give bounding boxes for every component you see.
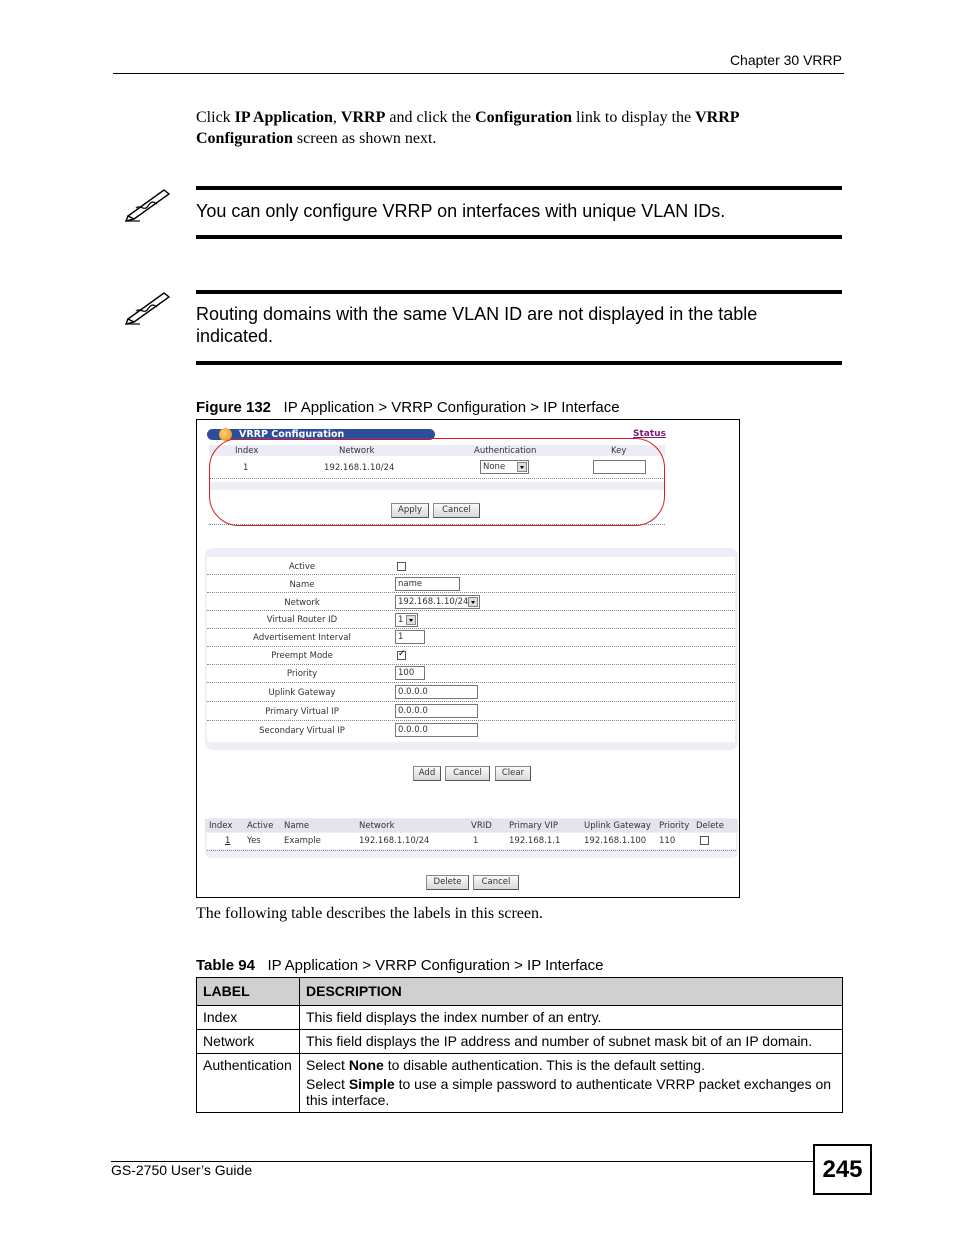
list-row-vrid: 1	[473, 836, 479, 846]
description-header: DESCRIPTION	[300, 978, 843, 1006]
col-key-header: Key	[611, 446, 627, 456]
figure-title: IP Application > VRRP Configuration > IP Interface	[283, 399, 620, 416]
active-checkbox[interactable]	[397, 562, 406, 571]
note-text: Routing domains with the same VLAN ID are not displayed in the table indicated.	[196, 304, 758, 346]
intro-bold: IP Application	[234, 109, 333, 126]
note-pencil-icon	[124, 289, 174, 325]
secondary-virtual-ip-label: Secondary Virtual IP	[259, 726, 345, 736]
cancel-button[interactable]: Cancel	[445, 766, 490, 781]
clear-button[interactable]: Clear	[495, 766, 531, 781]
chevron-down-icon	[406, 615, 416, 625]
row-divider	[207, 592, 735, 593]
list-col-active: Active	[247, 821, 274, 831]
chevron-down-icon	[468, 597, 478, 607]
row-divider	[207, 574, 735, 575]
list-row-priority: 110	[659, 836, 676, 846]
intro-bold: VRRP Configuration	[196, 109, 739, 147]
page-number: 245	[813, 1144, 872, 1195]
figure-caption	[196, 399, 620, 416]
header-rule	[113, 73, 844, 74]
row-description: This field displays the IP address and number of subnet mask bit of an IP domain.	[300, 1030, 843, 1054]
vrid-select[interactable]	[395, 613, 418, 627]
list-row-uplink-gateway: 192.168.1.100	[584, 836, 647, 846]
desc-text: to use a simple password to authenticate VRRP packet exchanges on this interface.	[306, 1076, 832, 1108]
screen-title: VRRP Configuration	[239, 429, 345, 440]
row-description	[300, 1054, 843, 1113]
list-col-primary-vip: Primary VIP	[509, 821, 558, 831]
top-row-index: 1	[243, 463, 249, 473]
intro-bold: VRRP	[340, 109, 386, 126]
row-divider	[207, 610, 735, 611]
row-label: Authentication	[197, 1054, 300, 1113]
row-divider	[207, 682, 735, 683]
intro-text: link to display the	[572, 109, 696, 126]
desc-text: Select	[306, 1076, 349, 1092]
cancel-button[interactable]: Cancel	[473, 875, 519, 890]
list-row-name: Example	[284, 836, 321, 846]
guide-title: GS-2750 User’s Guide	[111, 1162, 253, 1178]
list-row-index-link[interactable]: 1	[225, 836, 231, 846]
cancel-button[interactable]: Cancel	[433, 503, 480, 518]
note-text: You can only configure VRRP on interfaces with unique VLAN IDs.	[196, 201, 726, 221]
row-divider	[207, 664, 735, 665]
row-divider	[207, 628, 735, 629]
row-divider	[207, 646, 735, 647]
intro-text: ,	[332, 109, 341, 126]
intro-bold: Configuration	[475, 109, 573, 126]
label-header: LABEL	[197, 978, 300, 1006]
apply-button[interactable]: Apply	[391, 503, 429, 518]
network-label: Network	[284, 598, 320, 608]
primary-virtual-ip-input[interactable]: 0.0.0.0	[395, 704, 478, 718]
uplink-gateway-label: Uplink Gateway	[268, 688, 336, 698]
row-description: This field displays the index number of an entry.	[300, 1006, 843, 1030]
name-label: Name	[289, 580, 315, 590]
intro-text: and click the	[385, 109, 476, 126]
primary-virtual-ip-label: Primary Virtual IP	[265, 707, 339, 717]
list-col-network: Network	[359, 821, 395, 831]
note-rule-top	[196, 290, 842, 294]
desc-text: to disable authentication. This is the default setting.	[383, 1057, 705, 1073]
vrid-label: Virtual Router ID	[266, 615, 338, 625]
description-paragraph	[306, 1057, 836, 1073]
desc-bold: Simple	[348, 1076, 395, 1092]
figure-screenshot	[196, 419, 740, 898]
row-label: Network	[197, 1030, 300, 1054]
row-divider	[207, 720, 735, 721]
table-number: Table 94	[196, 957, 255, 974]
row-divider	[207, 701, 735, 702]
col-authentication-header: Authentication	[474, 446, 537, 456]
list-col-vrid: VRID	[471, 821, 492, 831]
intro-paragraph	[196, 107, 796, 149]
list-col-name: Name	[284, 821, 310, 831]
table-header-row	[197, 978, 843, 1006]
authentication-value: None	[483, 462, 506, 472]
table-caption	[196, 957, 603, 974]
note-pencil-icon	[124, 186, 174, 222]
network-select[interactable]	[395, 595, 480, 609]
note-rule-bottom	[196, 361, 842, 365]
priority-input[interactable]: 100	[395, 666, 425, 680]
highlight-oval	[209, 438, 665, 526]
table-row	[197, 1006, 843, 1030]
desc-bold: None	[348, 1057, 384, 1073]
list-col-index: Index	[209, 821, 233, 831]
table-row	[197, 1030, 843, 1054]
row-label: Index	[197, 1006, 300, 1030]
name-input[interactable]: name	[395, 577, 460, 591]
col-network-header: Network	[339, 446, 375, 456]
note-rule-top	[196, 186, 842, 190]
advertisement-interval-input[interactable]: 1	[395, 630, 425, 644]
table-row	[197, 1054, 843, 1113]
table-title: IP Application > VRRP Configuration > IP Interface	[267, 957, 604, 974]
add-button[interactable]: Add	[413, 766, 441, 781]
uplink-gateway-input[interactable]: 0.0.0.0	[395, 685, 478, 699]
list-row-delete-checkbox[interactable]	[700, 836, 709, 845]
table-intro: The following table describes the labels in this screen.	[196, 905, 544, 922]
description-paragraph	[306, 1076, 836, 1108]
intro-text: Click	[196, 109, 235, 126]
preempt-mode-label: Preempt Mode	[271, 651, 333, 661]
intro-text: screen as shown next.	[292, 130, 437, 147]
chapter-header: Chapter 30 VRRP	[729, 52, 842, 68]
status-link[interactable]: Status	[633, 429, 666, 439]
active-label: Active	[288, 562, 316, 572]
note-rule-bottom	[196, 235, 842, 239]
list-col-delete: Delete	[696, 821, 724, 831]
advertisement-interval-label: Advertisement Interval	[253, 633, 351, 643]
list-row-primary-vip: 192.168.1.1	[509, 836, 561, 846]
network-value: 192.168.1.10/24	[398, 597, 469, 607]
row-divider	[207, 850, 736, 851]
priority-label: Priority	[286, 669, 318, 679]
list-col-priority: Priority	[659, 821, 690, 831]
figure-number: Figure 132	[196, 399, 272, 416]
preempt-mode-checkbox[interactable]	[397, 651, 406, 660]
delete-button[interactable]: Delete	[426, 875, 469, 890]
description-table	[196, 977, 843, 1113]
list-row-network: 192.168.1.10/24	[359, 836, 430, 846]
top-row-network: 192.168.1.10/24	[324, 463, 395, 473]
secondary-virtual-ip-input[interactable]: 0.0.0.0	[395, 723, 478, 737]
list-col-uplink-gateway: Uplink Gateway	[584, 821, 651, 831]
vrid-value: 1	[398, 615, 404, 625]
list-row-active: Yes	[247, 836, 261, 846]
desc-text: Select	[306, 1057, 349, 1073]
col-index-header: Index	[235, 446, 259, 456]
